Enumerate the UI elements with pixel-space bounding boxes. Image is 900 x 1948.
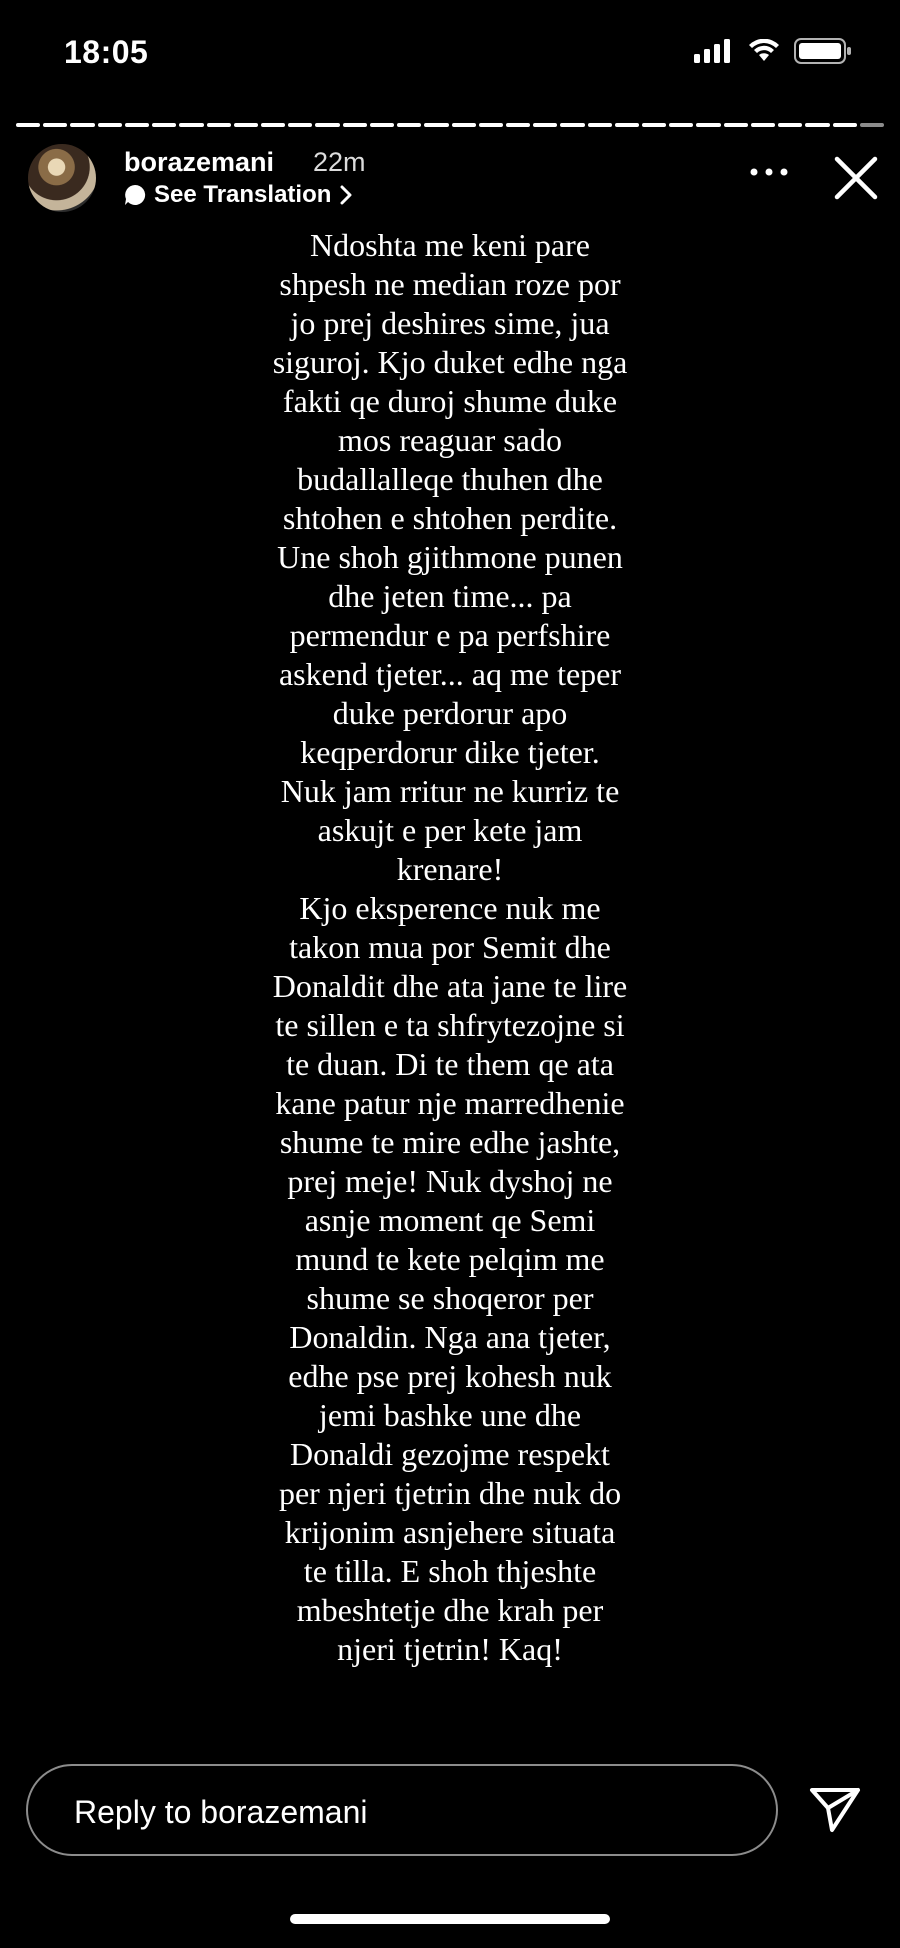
story-text-line: Donaldin. Nga ana tjeter, bbox=[289, 1319, 611, 1355]
story-text-line: Donaldit dhe ata jane te lire bbox=[272, 968, 628, 1004]
story-progress-segment bbox=[778, 123, 802, 127]
story-progress-segment bbox=[125, 123, 149, 127]
story-progress-segment bbox=[452, 123, 476, 127]
status-bar bbox=[0, 0, 900, 110]
reply-input[interactable] bbox=[26, 1764, 778, 1856]
story-text-line: siguroj. Kjo duket edhe nga bbox=[272, 344, 628, 380]
story-text-line: mund te kete pelqim me bbox=[295, 1241, 605, 1277]
story-text-line: duke perdorur apo bbox=[332, 695, 568, 731]
reply-placeholder: Reply to borazemani bbox=[74, 1794, 368, 1830]
story-text-line: permendur e pa perfshire bbox=[289, 617, 611, 653]
story-progress-segment bbox=[370, 123, 394, 127]
story-progress-segment bbox=[343, 123, 367, 127]
story-text-line: njeri tjetrin! Kaq! bbox=[337, 1631, 563, 1667]
story-progress-segment bbox=[860, 123, 884, 127]
story-progress-segment bbox=[70, 123, 94, 127]
story-time-ago: 22m bbox=[313, 147, 366, 177]
story-text-line: per njeri tjetrin dhe nuk do bbox=[278, 1475, 622, 1511]
story-text-line: Donaldi gezojme respekt bbox=[290, 1436, 610, 1472]
see-translation-button[interactable] bbox=[124, 181, 353, 209]
story-progress-segment bbox=[560, 123, 584, 127]
story-text bbox=[200, 226, 700, 1669]
story-progress-segment bbox=[615, 123, 639, 127]
signal-icon bbox=[694, 39, 734, 63]
story-progress-segment bbox=[234, 123, 258, 127]
story-text-line: jemi bashke une dhe bbox=[318, 1397, 582, 1433]
story-text-line: te sillen e ta shfrytezojne si bbox=[275, 1007, 625, 1043]
see-translation-label: See Translation bbox=[154, 181, 332, 208]
story-text-line: fakti qe duroj shume duke bbox=[282, 383, 618, 419]
story-text-line: shtohen e shtohen perdite. bbox=[282, 500, 618, 536]
story-text-line: askujt e per kete jam bbox=[317, 812, 583, 848]
story-progress-segment bbox=[207, 123, 231, 127]
chevron-right-icon bbox=[339, 185, 353, 205]
translation-icon bbox=[124, 184, 146, 206]
story-text-line: budallalleqe thuhen dhe bbox=[297, 461, 603, 497]
story-text-line: askend tjeter... aq me teper bbox=[278, 656, 622, 692]
story-progress-segment bbox=[261, 123, 285, 127]
avatar[interactable] bbox=[28, 144, 96, 212]
story-progress-segment bbox=[696, 123, 720, 127]
wifi-icon bbox=[748, 39, 780, 63]
story-progress-segment bbox=[288, 123, 312, 127]
status-icons bbox=[694, 38, 852, 64]
story-progress-segment bbox=[588, 123, 612, 127]
story-progress-segment bbox=[751, 123, 775, 127]
story-progress-segment bbox=[152, 123, 176, 127]
story-text-line: shpesh ne median roze por bbox=[279, 266, 621, 302]
story-text-line: takon mua por Semit dhe bbox=[289, 929, 611, 965]
story-text-line: Nuk jam rritur ne kurriz te bbox=[280, 773, 620, 809]
story-progress-segment bbox=[397, 123, 421, 127]
story-text-line: shume te mire edhe jashte, bbox=[279, 1124, 621, 1160]
send-icon[interactable] bbox=[808, 1786, 862, 1834]
story-progress-segment bbox=[642, 123, 666, 127]
story-progress-segment bbox=[805, 123, 829, 127]
story-progress-segment bbox=[669, 123, 693, 127]
close-icon[interactable] bbox=[832, 154, 880, 202]
battery-icon bbox=[794, 38, 852, 64]
story-text-line: krijonim asnjehere situata bbox=[284, 1514, 616, 1550]
story-text-line: te tilla. E shoh thjeshte bbox=[303, 1553, 597, 1589]
story-progress-segment bbox=[16, 123, 40, 127]
story-text-line: dhe jeten time... pa bbox=[328, 578, 572, 614]
username[interactable]: borazemani bbox=[124, 147, 275, 177]
story-text-line: kane patur nje marredhenie bbox=[275, 1085, 625, 1121]
story-text-line: shume se shoqeror per bbox=[306, 1280, 594, 1316]
story-progress-bar bbox=[16, 123, 884, 129]
story-text-line: Une shoh gjithmone punen bbox=[277, 539, 623, 575]
story-progress-segment bbox=[506, 123, 530, 127]
story-text-line: krenare! bbox=[396, 851, 504, 887]
story-text-line: mbeshtetje dhe krah per bbox=[296, 1592, 604, 1628]
story-progress-segment bbox=[724, 123, 748, 127]
story-progress-segment bbox=[98, 123, 122, 127]
story-progress-segment bbox=[43, 123, 67, 127]
story-text-line: jo prej deshires sime, jua bbox=[290, 305, 610, 341]
story-progress-segment bbox=[179, 123, 203, 127]
status-time: 18:05 bbox=[64, 34, 149, 70]
story-text-line: prej meje! Nuk dyshoj ne bbox=[287, 1163, 613, 1199]
story-text-line: asnje moment qe Semi bbox=[304, 1202, 596, 1238]
story-progress-segment bbox=[833, 123, 857, 127]
home-indicator[interactable] bbox=[290, 1914, 610, 1924]
story-text-line: keqperdorur dike tjeter. bbox=[300, 734, 600, 770]
story-text-line: mos reaguar sado bbox=[338, 422, 562, 458]
story-text-line: Ndoshta me keni pare bbox=[310, 227, 590, 263]
story-progress-segment bbox=[533, 123, 557, 127]
story-progress-segment bbox=[479, 123, 503, 127]
story-progress-segment bbox=[315, 123, 339, 127]
story-progress-segment bbox=[424, 123, 448, 127]
story-text-line: te duan. Di te them qe ata bbox=[286, 1046, 614, 1082]
story-text-line: edhe pse prej kohesh nuk bbox=[288, 1358, 612, 1394]
more-icon[interactable] bbox=[748, 160, 790, 184]
story-text-line: Kjo eksperence nuk me bbox=[299, 890, 601, 926]
